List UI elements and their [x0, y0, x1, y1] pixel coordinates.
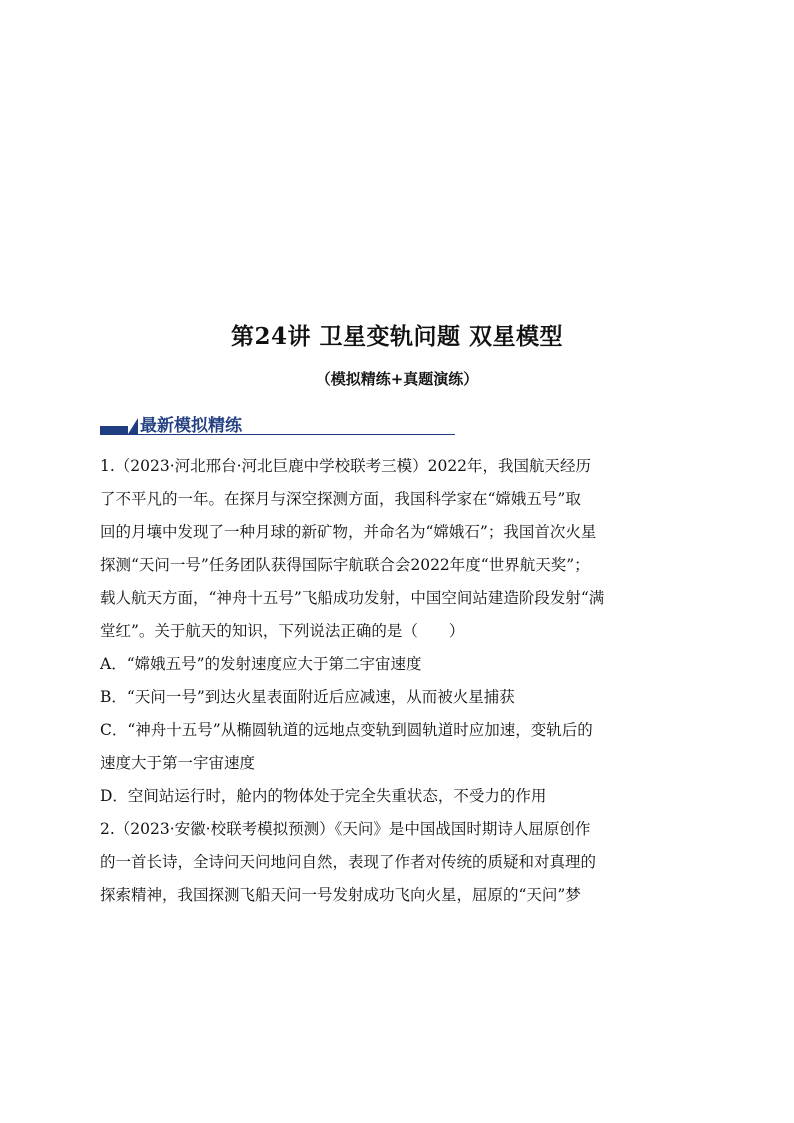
text-line: 2.（2023·安徽·校联考模拟预测）《天问》是中国战国时期诗人屈原创作: [100, 820, 591, 838]
option-c: C．“神舟十五号”从椭圆轨道的远地点变轨到圆轨道时应加速，变轨后的: [100, 721, 593, 739]
page-title: 第24讲 卫星变轨问题 双星模型: [230, 323, 564, 350]
text-line: 的一首长诗，全诗问天问地问自然，表现了作者对传统的质疑和对真理的: [100, 853, 597, 871]
section-header: [100, 410, 455, 436]
section-bar-decoration: [100, 426, 128, 434]
text-line: 1.（2023·河北邢台·河北巨鹿中学校联考三模）2022年，我国航天经历: [100, 457, 592, 475]
option-a: A．“嫦娥五号”的发射速度应大于第二宇宙速度: [100, 655, 422, 673]
question-content: [100, 450, 700, 912]
text-line: 速度大于第一宇宙速度: [100, 754, 256, 772]
text-line: 回的月壤中发现了一种月球的新矿物，并命名为“嫦娥石”；我国首次火星: [100, 523, 597, 541]
page-subtitle: （模拟精练+真题演练）: [315, 370, 479, 388]
text-line: 探测“天问一号”任务团队获得国际宇航联合会2022年度“世界航天奖”；: [100, 556, 590, 574]
option-b: B．“天问一号”到达火星表面附近后应减速，从而被火星捕获: [100, 688, 515, 706]
text-line: 了不平凡的一年。在探月与深空探测方面，我国科学家在“嫦娥五号”取: [100, 490, 581, 508]
section-title: 最新模拟精练: [140, 416, 242, 436]
option-d: D．空间站运行时，舱内的物体处于完全失重状态，不受力的作用: [100, 787, 547, 805]
text-line: 载人航天方面，“神舟十五号”飞船成功发射，中国空间站建造阶段发射“满: [100, 589, 605, 607]
text-line: 堂红”。关于航天的知识，下列说法正确的是（ ）: [100, 622, 465, 640]
section-triangle-decoration: [128, 418, 138, 434]
text-line: 探索精神，我国探测飞船天问一号发射成功飞向火星，屈原的“天问”梦: [100, 886, 581, 904]
